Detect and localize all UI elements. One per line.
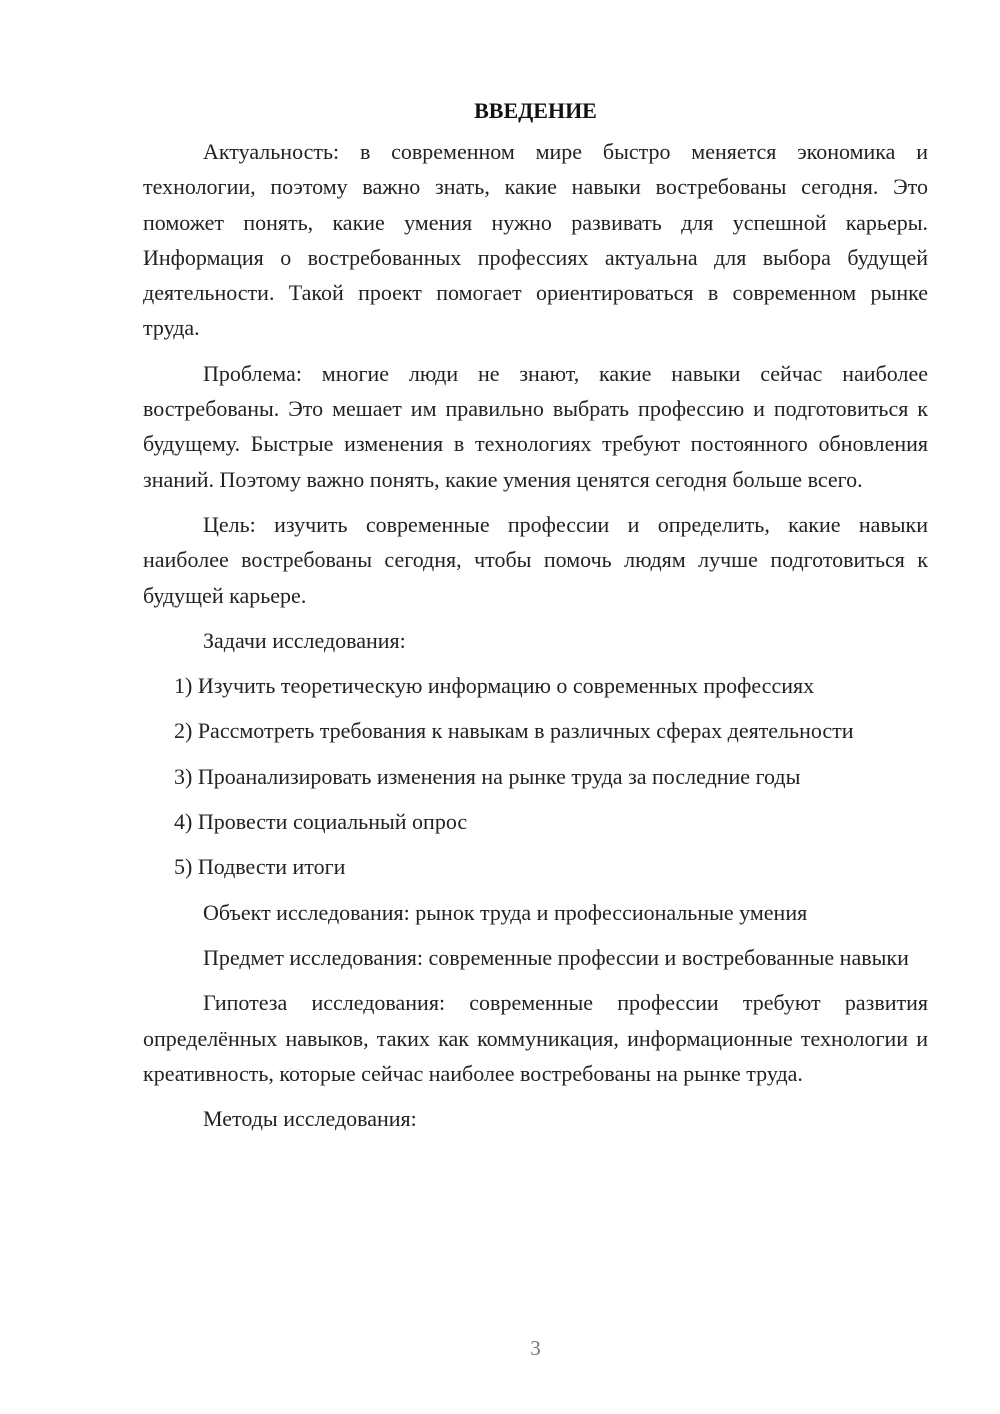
task-item: 4) Провести социальный опрос [174,809,468,835]
page-number: 3 [530,1336,541,1360]
goal-paragraph: Цель: изучить современные профессии и определить, какие навыки наиболее востребованы сегодня, чтобы помочь людям лучше подготовиться к будущей карьере. [143,511,928,608]
problem-paragraph: Проблема: многие люди не знают, какие навыки сейчас наиболее востребованы. Это мешает им правильно выбрать профессию и подготовиться к будущему. Быстрые изменения в технологиях требуют постоянного обновления знаний. Поэтому важно понять, какие умения ценятся сегодня больше всего. [143,360,928,492]
hypothesis-paragraph: Гипотеза исследования: современные профессии требуют развития определённых навыков, таких как коммуникация, информационные технологии и креативность, которые сейчас наиболее востребованы на рынке труда. [143,990,928,1086]
task-item: 1) Изучить теоретическую информацию о современных профессиях [174,673,815,699]
task-item: 2) Рассмотреть требования к навыкам в различных сферах деятельности [174,718,854,744]
tasks-heading: Задачи исследования: [203,627,406,653]
task-item: 5) Подвести итоги [174,854,346,880]
object-paragraph: Объект исследования: рынок труда и профессиональные умения [203,899,808,925]
section-title: ВВЕДЕНИЕ [474,98,597,123]
methods-heading: Методы исследования: [203,1106,417,1132]
subject-paragraph: Предмет исследования: современные профессии и востребованные навыки [203,944,909,970]
page-content [143,96,928,1146]
relevance-paragraph: Актуальность: в современном мире быстро меняется экономика и технологии, поэтому важно знать, какие навыки востребованы сегодня. Это поможет понять, какие умения нужно развивать для успешной карьеры. Информация о востребованных профессиях актуальна для выбора будущей деятельности. Такой проект помогает ориентироваться в современном рынке труда. [143,139,928,341]
task-item: 3) Проанализировать изменения на рынке труда за последние годы [174,763,801,789]
